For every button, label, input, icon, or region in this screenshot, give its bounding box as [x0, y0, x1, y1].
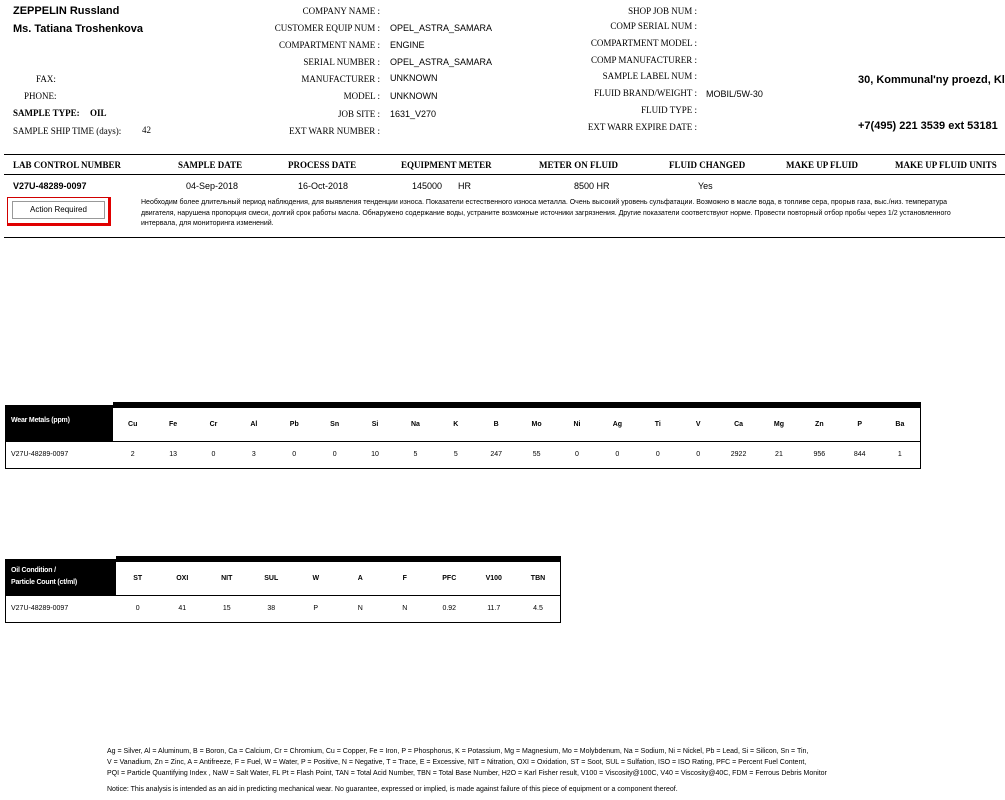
column-header: ST: [116, 559, 161, 595]
field-label: COMPARTMENT NAME :: [279, 40, 380, 50]
table-cell: 844: [853, 451, 866, 458]
column-header: F: [383, 559, 428, 595]
column-header: Sn: [314, 405, 354, 441]
column-header: Pb: [274, 405, 314, 441]
table-cell: 0: [615, 451, 620, 458]
divider: [4, 237, 1005, 238]
column-header: Cu: [113, 405, 153, 441]
field-label: COMP SERIAL NUM :: [610, 21, 697, 31]
table-cell: 0: [655, 451, 660, 458]
table-cell: 1: [897, 451, 902, 458]
table-cell: N: [402, 605, 408, 612]
field-label: SHOP JOB NUM :: [628, 6, 697, 16]
table-cell: 0: [696, 451, 701, 458]
fluid-changed: Yes: [698, 181, 713, 191]
lab-header: METER ON FLUID: [539, 160, 619, 170]
column-header: Ti: [638, 405, 678, 441]
field-value: ENGINE: [390, 40, 425, 50]
field-value: UNKNOWN: [390, 91, 438, 101]
table-cell: 0: [211, 451, 216, 458]
lab-header: SAMPLE DATE: [178, 160, 243, 170]
fax-label: FAX:: [36, 74, 56, 84]
column-header: V100: [472, 559, 517, 595]
column-header: Ba: [880, 405, 920, 441]
field-label: COMPANY NAME :: [302, 6, 380, 16]
field-label: SERIAL NUMBER :: [303, 57, 380, 67]
table-row: [6, 595, 561, 622]
meter-on-fluid: 8500 HR: [574, 181, 610, 191]
equipment-meter-unit: HR: [458, 181, 471, 191]
lab-header: PROCESS DATE: [288, 160, 357, 170]
table-cell: 55: [532, 451, 541, 458]
wear-metals-title: Wear Metals (ppm): [6, 405, 113, 441]
column-header: K: [436, 405, 476, 441]
lab-header: MAKE UP FLUID: [786, 160, 858, 170]
column-header: PFC: [427, 559, 472, 595]
field-value: OPEL_ASTRA_SAMARA: [390, 57, 493, 67]
field-label: COMP MANUFACTURER :: [590, 55, 697, 65]
column-header: Mo: [516, 405, 556, 441]
column-header: Cr: [193, 405, 233, 441]
column-header: NIT: [205, 559, 250, 595]
table-header-row: [6, 559, 561, 595]
column-header: Si: [355, 405, 395, 441]
table-cell: 0: [575, 451, 579, 458]
address-phone: +7(495) 221 3539 ext 53181: [858, 120, 998, 132]
row-label: V27U-48289-0097: [11, 605, 69, 612]
lab-header: LAB CONTROL NUMBER: [13, 160, 122, 170]
oil-condition-table: [5, 556, 561, 623]
notice-text: Notice: This analysis is intended as an aid in predicting mechanical wear. No guarantee, expressed or implied, is made against failure of this piece of equipment or a component thereof.: [107, 786, 678, 793]
field-label: MODEL :: [343, 91, 380, 101]
table-cell: 4.5: [533, 605, 543, 612]
field-label: EXT WARR EXPIRE DATE :: [587, 122, 697, 132]
column-header: SUL: [249, 559, 294, 595]
table-cell: 0: [292, 451, 297, 458]
column-header: Na: [395, 405, 435, 441]
table-row: [6, 441, 921, 468]
field-value: 1631_V270: [390, 109, 437, 119]
wear-metals-table: [5, 402, 921, 469]
table-cell: 0: [332, 451, 337, 458]
action-required-badge: [7, 197, 111, 226]
column-header: P: [840, 405, 880, 441]
field-label: MANUFACTURER :: [301, 74, 380, 84]
address: 30, Kommunal'ny proezd, Kl: [858, 74, 1005, 86]
lab-header: EQUIPMENT METER: [401, 160, 492, 170]
oil-condition-title: Oil Condition / Particle Count (ct/ml): [6, 559, 116, 595]
table-cell: 0.92: [442, 605, 457, 612]
field-label: EXT WARR NUMBER :: [289, 126, 380, 136]
column-header: Ca: [718, 405, 758, 441]
table-cell: P: [313, 605, 319, 612]
table-cell: 3: [251, 451, 256, 458]
table-cell: 956: [813, 451, 826, 458]
company-name: ZEPPELIN Russland: [13, 5, 120, 17]
field-label: FLUID BRAND/WEIGHT :: [594, 88, 697, 98]
field-label: CUSTOMER EQUIP NUM :: [274, 23, 380, 33]
process-date: 16-Oct-2018: [298, 181, 349, 191]
column-header: TBN: [516, 559, 561, 595]
table-cell: 11.7: [487, 605, 501, 612]
table-cell: 10: [371, 451, 379, 458]
table-cell: 2922: [730, 451, 747, 458]
field-label: FLUID TYPE :: [641, 105, 697, 115]
field-value: UNKNOWN: [390, 73, 438, 83]
field-label: JOB SITE :: [337, 109, 380, 119]
legend-line: PQI = Particle Quantifying Index , NaW = Salt Water, FL Pt = Flash Point, TAN = Total Acid Number, TBN = Total Base Number, H2O = Karl Fisher result, V100 = Viscosity@100C, V40 = Viscosity@40C, FDM = Ferrous Debris Monitor: [107, 770, 827, 777]
lab-control-number: V27U-48289-0097: [13, 181, 87, 191]
column-header: V: [678, 405, 718, 441]
table-cell: 2: [130, 451, 135, 458]
sample-type-label: SAMPLE TYPE:: [13, 108, 80, 118]
table-cell: 5: [453, 451, 458, 458]
column-header: B: [476, 405, 516, 441]
table-cell: 5: [413, 451, 418, 458]
table-cell: N: [357, 605, 363, 612]
table-cell: 13: [169, 451, 177, 458]
table-header-row: [6, 405, 921, 441]
column-header: OXI: [160, 559, 205, 595]
divider: [4, 154, 1005, 155]
lab-comment: Необходим более длительный период наблюдения, для выявления тенденции износа. Показатели естественного износа металла. Очень высокий уровень сульфатации. Возможно в масле вода, в топливе сера, прорыв газа, выс./низ. температура двигателя, нарушена пропорция смеси, долгий срок работы масла. Обнаружено содержание воды, устраните возможные источники загрязнения. Другие показатели соответствуют норме. Провести повторный отбор пробы через 1/2 установленного интервала, для мониторинга изменений.: [141, 199, 951, 227]
column-header: Ni: [557, 405, 597, 441]
column-header: Mg: [759, 405, 799, 441]
field-label: COMPARTMENT MODEL :: [590, 38, 697, 48]
action-required-label: Action Required: [12, 201, 105, 219]
field-value: MOBIL/5W-30: [706, 89, 763, 99]
lab-header: MAKE UP FLUID UNITS: [895, 160, 997, 170]
lab-header: FLUID CHANGED: [669, 160, 746, 170]
divider: [4, 174, 1005, 175]
row-label: V27U-48289-0097: [11, 451, 69, 458]
table-cell: 21: [775, 451, 783, 458]
field-label: SAMPLE LABEL NUM :: [602, 71, 697, 81]
phone-label: PHONE:: [24, 91, 57, 101]
table-cell: 41: [178, 605, 187, 612]
column-header: Fe: [153, 405, 193, 441]
legend-line: V = Vanadium, Zn = Zinc, A = Antifreeze, F = Fuel, W = Water, P = Positive, N = Negative, T = Trace, E = Excessive, NIT = Nitration, OXI = Oxidation, ST = Soot, SUL = Sulfation, ISO = ISO Rating, PFC = Percent Fuel Content,: [107, 759, 807, 766]
column-header: Ag: [597, 405, 637, 441]
field-value: OPEL_ASTRA_SAMARA: [390, 23, 493, 33]
column-header: A: [338, 559, 383, 595]
contact-name: Ms. Tatiana Troshenkova: [13, 23, 144, 35]
column-header: Al: [234, 405, 274, 441]
sample-date: 04-Sep-2018: [186, 181, 239, 191]
ship-time-label: SAMPLE SHIP TIME (days):: [13, 126, 122, 136]
equipment-meter: 145000: [412, 181, 443, 191]
table-cell: 247: [490, 451, 503, 458]
column-header: W: [294, 559, 339, 595]
sample-type-value: OIL: [90, 108, 107, 118]
legend-line: Ag = Silver, Al = Aluminum, B = Boron, Ca = Calcium, Cr = Chromium, Cu = Copper, Fe = Iron, P = Phosphorus, K = Potassium, Mg = Magnesium, Mo = Molybdenum, Na = Sodium, Ni = Nickel, Pb = Lead, Si = Silicon, Sn = Tin,: [107, 748, 809, 755]
table-cell: 38: [267, 605, 276, 612]
ship-time-value: 42: [142, 125, 151, 135]
column-header: Zn: [799, 405, 839, 441]
table-cell: 15: [222, 605, 231, 612]
table-cell: 0: [135, 605, 140, 612]
